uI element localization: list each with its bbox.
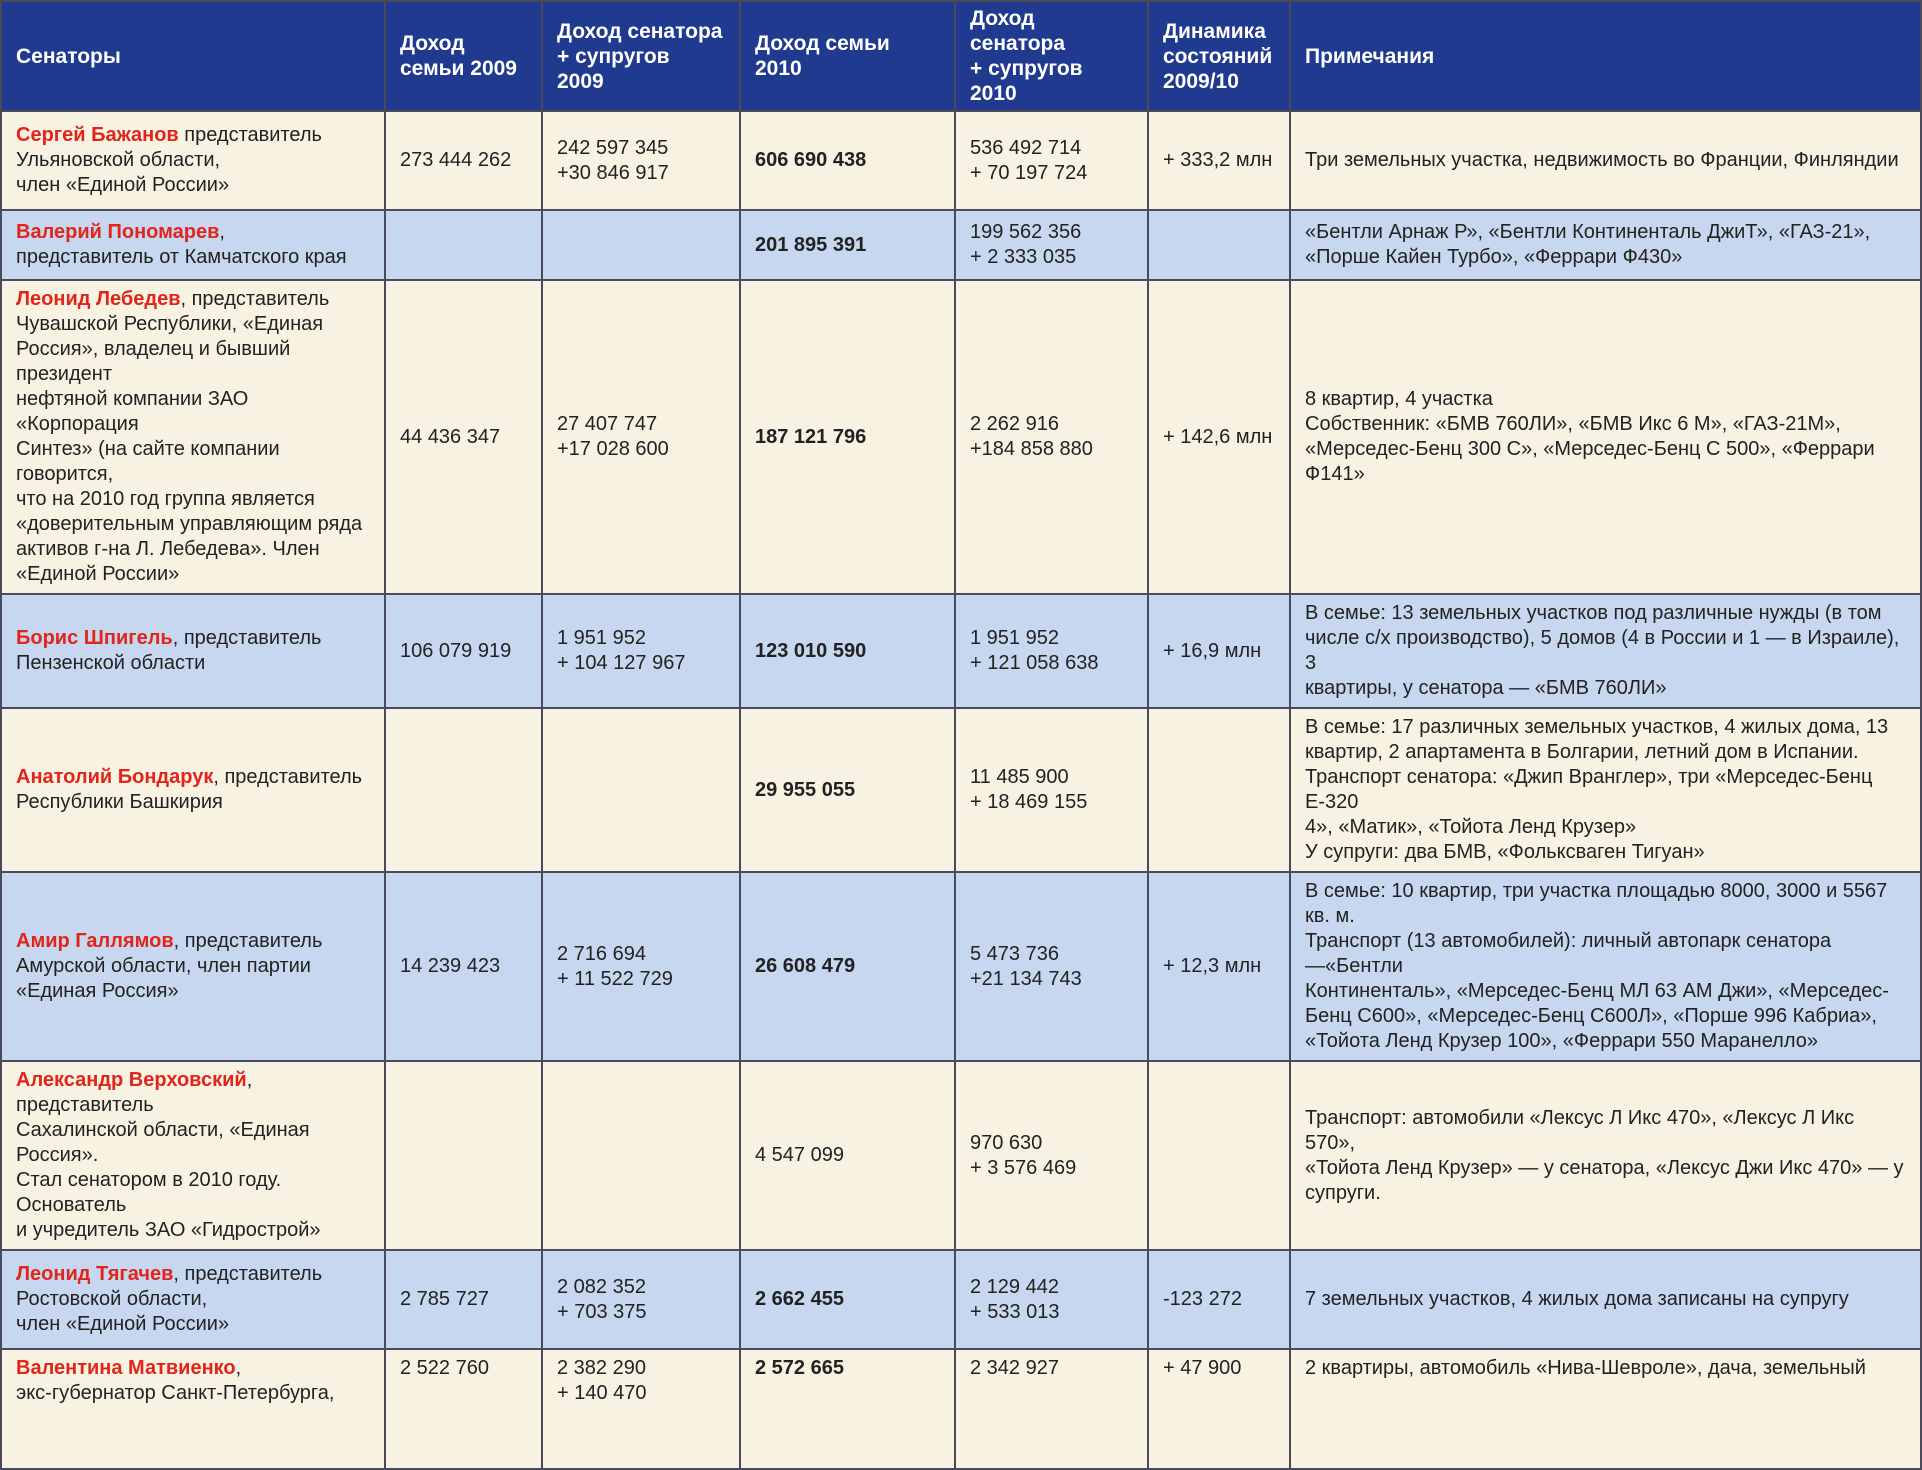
senator-spouse-income-2009 bbox=[542, 1061, 740, 1250]
header-wealth-dynamics: Динамика состояний 2009/10 bbox=[1148, 1, 1290, 111]
senator-name: Леонид Лебедев bbox=[16, 288, 181, 310]
senator-description: , представитель Амурской области, член партии «Единая Россия» bbox=[16, 930, 323, 1002]
senator-name: Амир Галлямов bbox=[16, 930, 174, 952]
senator-description: , представитель Ростовской области, член «Единой России» bbox=[16, 1263, 323, 1335]
family-income-2009: 2 785 727 bbox=[385, 1250, 542, 1349]
wealth-dynamics: + 12,3 млн bbox=[1148, 872, 1290, 1061]
family-income-2010: 2 572 665 bbox=[740, 1349, 955, 1469]
family-income-2009: 273 444 262 bbox=[385, 111, 542, 210]
notes: 7 земельных участков, 4 жилых дома записаны на супругу bbox=[1290, 1250, 1921, 1349]
senator-description: , представитель Пензенской области bbox=[16, 627, 322, 674]
senator-spouse-income-2010: 970 630 + 3 576 469 bbox=[955, 1061, 1148, 1250]
family-income-2010: 26 608 479 bbox=[740, 872, 955, 1061]
senator-spouse-income-2010: 2 262 916 +184 858 880 bbox=[955, 280, 1148, 594]
senator-description: , представитель Чувашской Республики, «Единая Россия», владелец и бывший президент нефтяной компании ЗАО «Корпорация Синтез» (на сайте компании говорится, что на 2010 год группа является «доверительным управляющим ряда активов г-на Л. Лебедева». Член «Единой России» bbox=[16, 288, 363, 585]
notes: В семье: 17 различных земельных участков, 4 жилых дома, 13 квартир, 2 апартамента в Болгарии, летний дом в Испании. Транспорт сенатора: «Джип Вранглер», три «Мерседес-Бенц Е-320 4», «Матик», «Тойота Ленд Крузер» У супруги: два БМВ, «Фольксваген Тигуан» bbox=[1290, 708, 1921, 872]
family-income-2009 bbox=[385, 1061, 542, 1250]
header-row bbox=[1, 1, 1921, 111]
table-row bbox=[1, 1250, 1921, 1349]
family-income-2010: 29 955 055 bbox=[740, 708, 955, 872]
senator-spouse-income-2009 bbox=[542, 210, 740, 280]
family-income-2009: 106 079 919 bbox=[385, 594, 542, 708]
wealth-dynamics bbox=[1148, 1061, 1290, 1250]
notes: В семье: 10 квартир, три участка площадью 8000, 3000 и 5567 кв. м. Транспорт (13 автомобилей): личный автопарк сенатора —«Бентли Континенталь», «Мерседес-Бенц МЛ 63 АМ Джи», «Мерседес- Бенц С600», «Мерседес-Бенц С600Л», «Порше 996 Кабриа», «Тойота Ленд Крузер 100», «Феррари 550 Маранелло» bbox=[1290, 872, 1921, 1061]
senator-spouse-income-2010: 2 342 927 bbox=[955, 1349, 1148, 1469]
wealth-dynamics: -123 272 bbox=[1148, 1250, 1290, 1349]
header-senators: Сенаторы bbox=[1, 1, 385, 111]
family-income-2009 bbox=[385, 708, 542, 872]
wealth-dynamics: + 16,9 млн bbox=[1148, 594, 1290, 708]
senator-description: , представитель от Камчатского края bbox=[16, 221, 347, 268]
family-income-2010: 123 010 590 bbox=[740, 594, 955, 708]
senator-name: Александр Верховский bbox=[16, 1069, 247, 1091]
family-income-2010: 201 895 391 bbox=[740, 210, 955, 280]
senator-cell bbox=[1, 708, 385, 872]
senator-cell bbox=[1, 1250, 385, 1349]
header-notes: Примечания bbox=[1290, 1, 1921, 111]
senator-cell bbox=[1, 111, 385, 210]
senator-cell bbox=[1, 872, 385, 1061]
header-senator-spouse-income-2010: Доход сенатора + супругов 2010 bbox=[955, 1, 1148, 111]
table-row bbox=[1, 872, 1921, 1061]
senator-description: представитель Ульяновской области, член «Единой России» bbox=[16, 124, 322, 196]
notes: «Бентли Арнаж Р», «Бентли Континенталь ДжиТ», «ГАЗ-21», «Порше Кайен Турбо», «Феррари Ф430» bbox=[1290, 210, 1921, 280]
family-income-2009: 2 522 760 bbox=[385, 1349, 542, 1469]
table-row bbox=[1, 111, 1921, 210]
table-row bbox=[1, 708, 1921, 872]
senator-spouse-income-2010: 11 485 900 + 18 469 155 bbox=[955, 708, 1148, 872]
senator-spouse-income-2009: 242 597 345 +30 846 917 bbox=[542, 111, 740, 210]
senator-spouse-income-2010: 199 562 356 + 2 333 035 bbox=[955, 210, 1148, 280]
senator-cell bbox=[1, 594, 385, 708]
senator-spouse-income-2009: 2 082 352 + 703 375 bbox=[542, 1250, 740, 1349]
table-row bbox=[1, 1061, 1921, 1250]
senator-spouse-income-2009: 2 382 290 + 140 470 bbox=[542, 1349, 740, 1469]
senator-description: , представитель Сахалинской области, «Единая Россия». Стал сенатором в 2010 году. Основатель и учредитель ЗАО «Гидрострой» bbox=[16, 1069, 321, 1241]
family-income-2010: 4 547 099 bbox=[740, 1061, 955, 1250]
senator-spouse-income-2009 bbox=[542, 708, 740, 872]
senator-spouse-income-2010: 1 951 952 + 121 058 638 bbox=[955, 594, 1148, 708]
header-family-income-2010: Доход семьи 2010 bbox=[740, 1, 955, 111]
wealth-dynamics: + 333,2 млн bbox=[1148, 111, 1290, 210]
senator-description: , экс-губернатор Санкт-Петербурга, bbox=[16, 1357, 335, 1404]
senator-spouse-income-2009: 1 951 952 + 104 127 967 bbox=[542, 594, 740, 708]
family-income-2009: 44 436 347 bbox=[385, 280, 542, 594]
family-income-2010: 2 662 455 bbox=[740, 1250, 955, 1349]
table-row bbox=[1, 210, 1921, 280]
senator-spouse-income-2010: 5 473 736 +21 134 743 bbox=[955, 872, 1148, 1061]
senator-spouse-income-2009: 27 407 747 +17 028 600 bbox=[542, 280, 740, 594]
wealth-dynamics: + 47 900 bbox=[1148, 1349, 1290, 1469]
senator-spouse-income-2010: 2 129 442 + 533 013 bbox=[955, 1250, 1148, 1349]
table-row bbox=[1, 1349, 1921, 1469]
wealth-dynamics bbox=[1148, 210, 1290, 280]
senator-name: Леонид Тягачев bbox=[16, 1263, 174, 1285]
header-family-income-2009: Доход семьи 2009 bbox=[385, 1, 542, 111]
header-senator-spouse-income-2009: Доход сенатора + супругов 2009 bbox=[542, 1, 740, 111]
senator-cell bbox=[1, 1061, 385, 1250]
senator-name: Борис Шпигель bbox=[16, 627, 173, 649]
wealth-dynamics: + 142,6 млн bbox=[1148, 280, 1290, 594]
notes: Три земельных участка, недвижимость во Франции, Финляндии bbox=[1290, 111, 1921, 210]
table-row bbox=[1, 594, 1921, 708]
senator-name: Валентина Матвиенко bbox=[16, 1357, 236, 1379]
senator-cell bbox=[1, 1349, 385, 1469]
senator-cell bbox=[1, 210, 385, 280]
senator-spouse-income-2009: 2 716 694 + 11 522 729 bbox=[542, 872, 740, 1061]
senator-name: Сергей Бажанов bbox=[16, 124, 179, 146]
senator-spouse-income-2010: 536 492 714 + 70 197 724 bbox=[955, 111, 1148, 210]
notes: Транспорт: автомобили «Лексус Л Икс 470», «Лексус Л Икс 570», «Тойота Ленд Крузер» — у сенатора, «Лексус Джи Икс 470» — у супруги. bbox=[1290, 1061, 1921, 1250]
family-income-2009: 14 239 423 bbox=[385, 872, 542, 1061]
family-income-2010: 187 121 796 bbox=[740, 280, 955, 594]
notes: 2 квартиры, автомобиль «Нива-Шевроле», дача, земельный bbox=[1290, 1349, 1921, 1469]
senator-cell bbox=[1, 280, 385, 594]
family-income-2009 bbox=[385, 210, 542, 280]
notes: В семье: 13 земельных участков под различные нужды (в том числе с/х производство), 5 домов (4 в России и 1 — в Израиле), 3 квартиры, у сенатора — «БМВ 760ЛИ» bbox=[1290, 594, 1921, 708]
table-row bbox=[1, 280, 1921, 594]
senator-name: Анатолий Бондарук bbox=[16, 766, 214, 788]
wealth-dynamics bbox=[1148, 708, 1290, 872]
notes: 8 квартир, 4 участка Собственник: «БМВ 760ЛИ», «БМВ Икс 6 М», «ГАЗ-21М», «Мерседес-Бенц 300 С», «Мерседес-Бенц С 500», «Феррари Ф141» bbox=[1290, 280, 1921, 594]
senator-description: , представитель Республики Башкирия bbox=[16, 766, 363, 813]
senator-name: Валерий Пономарев bbox=[16, 221, 220, 243]
family-income-2010: 606 690 438 bbox=[740, 111, 955, 210]
